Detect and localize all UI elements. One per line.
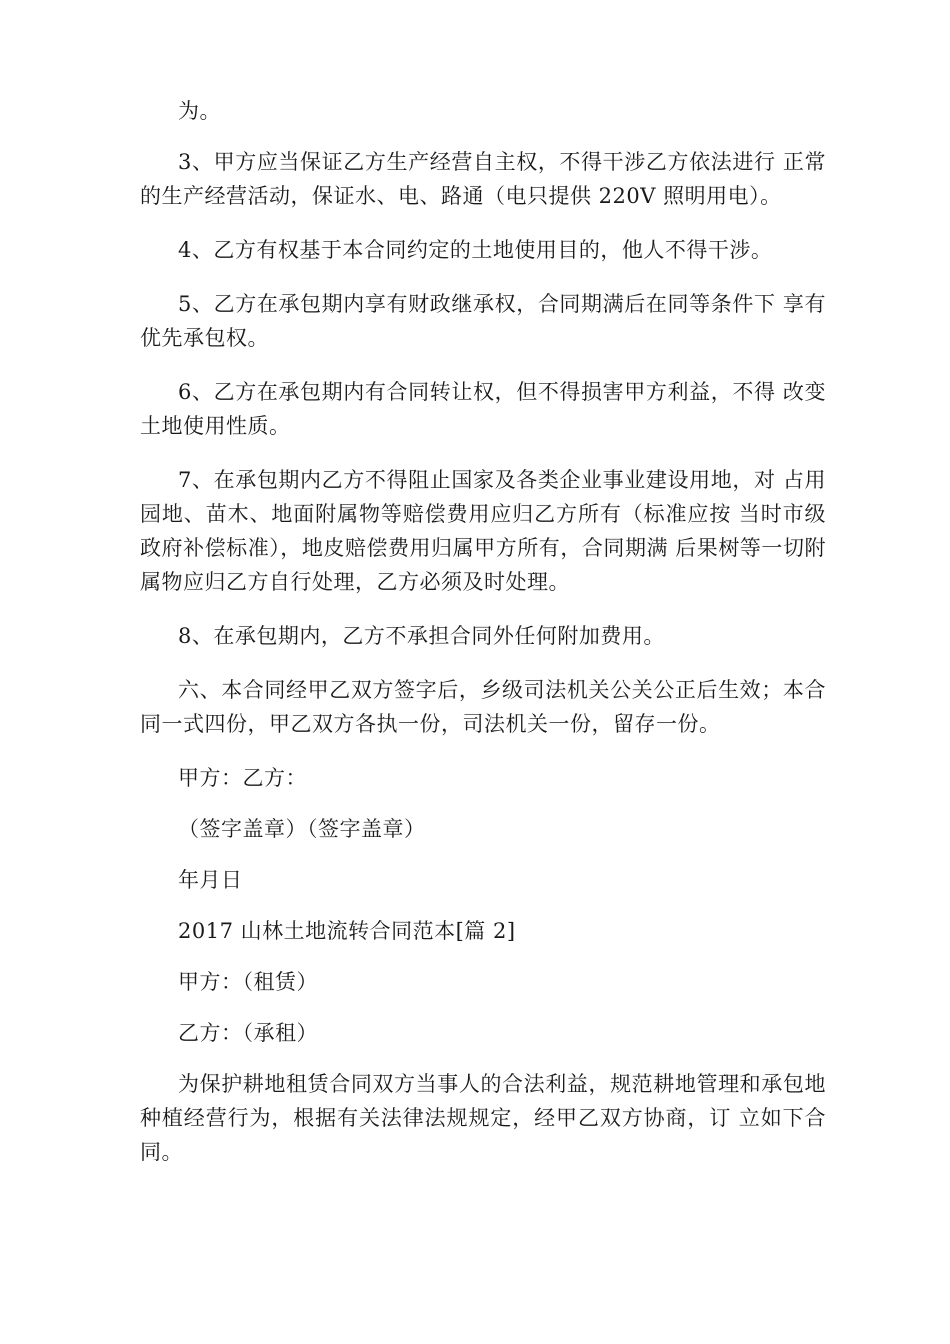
paragraph-section-6: 六、本合同经甲乙双方签字后，乡级司法机关公关公正后生效；本合同一式四份，甲乙双方各执一份，司法机关一份，留存一份。	[140, 678, 826, 736]
signature-date: 年月日	[178, 868, 243, 892]
paragraph-preamble: 为保护耕地租赁合同双方当事人的合法利益，规范耕地管理和承包地种植经营行为，根据有关法律法规规定，经甲乙双方协商，订 立如下合同。	[140, 1072, 826, 1164]
paragraph-clause-5: 5、乙方在承包期内享有财政继承权，合同期满后在同等条件下 享有优先承包权。	[140, 292, 826, 350]
paragraph-clause-7: 7、在承包期内乙方不得阻止国家及各类企业事业建设用地，对 占用园地、苗木、地面附属物等赔偿费用应归乙方所有（标准应按 当时市级政府补偿标准），地皮赔偿费用归属甲方所有，合同期满 后果树等一切附属物应归乙方自行处理，乙方必须及时处理。	[140, 468, 826, 594]
paragraph-clause-3: 3、甲方应当保证乙方生产经营自主权，不得干涉乙方依法进行 正常的生产经营活动，保证水、电、路通（电只提供 220V 照明用电）。	[140, 150, 826, 208]
document-body	[140, 94, 826, 1189]
signature-seal: （签字盖章）（签字盖章）	[178, 817, 426, 841]
paragraph-clause-6: 6、乙方在承包期内有合同转让权，但不得损害甲方利益，不得 改变土地使用性质。	[140, 380, 826, 438]
signature-parties: 甲方：乙方：	[178, 766, 307, 790]
party-a: 甲方：（租赁）	[178, 970, 318, 994]
party-b: 乙方：（承租）	[178, 1021, 318, 1045]
paragraph-continuation: 为。	[178, 99, 221, 123]
section-title: 2017 山林土地流转合同范本[篇 2]	[178, 919, 516, 943]
paragraph-clause-8: 8、在承包期内，乙方不承担合同外任何附加费用。	[178, 624, 665, 648]
paragraph-clause-4: 4、乙方有权基于本合同约定的土地使用目的，他人不得干涉。	[178, 238, 773, 262]
